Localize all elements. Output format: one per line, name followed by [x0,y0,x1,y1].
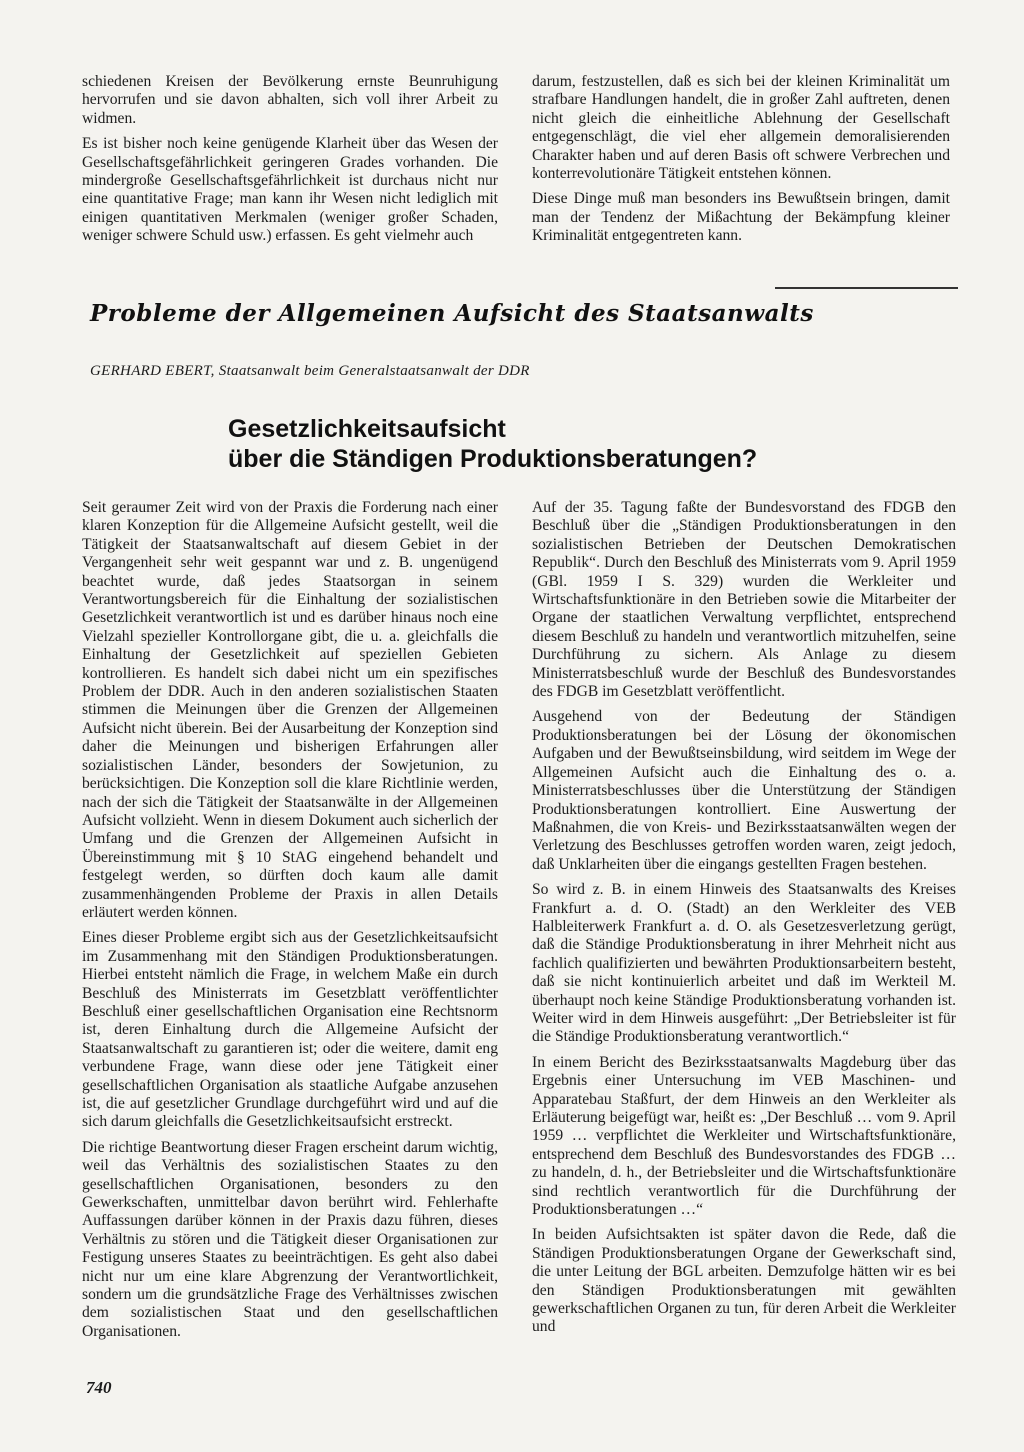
author-line: GERHARD EBERT, Staatsanwalt beim Generalstaatsanwalt der DDR [90,363,530,379]
continued-text-left-column [82,73,498,253]
paragraph: Auf der 35. Tagung faßte der Bundesvorstand des FDGB den Beschluß über die „Ständigen Produktionsberatungen in den sozialistischen Betrieben der Deutschen Demokratischen Republik“. Durch den Beschluß des Ministerrats vom 9. April 1959 (GBl. 1959 I S. 329) wurden die Werkleiter und Wirtschaftsfunktionäre in den Betrieben sowie die Mitarbeiter der Organe der staatlichen Verwaltung verpflichtet, entsprechend diesem Beschluß zu handeln und verantwortlich mitzuhelfen, seine Durchführung zu sichern. Als Anlage zu diesem Ministerratsbeschluß wurde der Beschluß des Bundesvorstandes des FDGB im Gesetzblatt veröffentlicht. [532,499,956,701]
page-number: 740 [86,1378,112,1397]
headline-line-1: Gesetzlichkeitsaufsicht [228,415,506,443]
paragraph: Seit geraumer Zeit wird von der Praxis die Forderung nach einer klaren Konzeption für die Allgemeine Aufsicht gestellt, weil die Tätigkeit der Staatsanwaltschaft auf diesem Gebiet in der Vergangenheit sehr weit gespannt war und z. B. ungenügend beachtet wurde, daß jedes Staatsorgan in seinem Verantwortungsbereich für die Einhaltung der sozialistischen Gesetzlichkeit verantwortlich ist und es darüber hinaus noch eine Vielzahl spezieller Kontrollorgane gibt, die u. a. gleichfalls die Einhaltung der Gesetzlichkeit auf speziellen Gebieten kontrollieren. Es handelt sich dabei nicht um ein spezifisches Problem der DDR. Auch in den anderen sozialistischen Staaten stimmen die Meinungen über die Grenzen der Allgemeinen Aufsicht nicht überein. Bei der Ausarbeitung der Konzeption sind daher die Meinungen und bisherigen Erfahrungen aller sozialistischen Länder, besonders der Sowjetunion, zu berücksichtigen. Die Konzeption soll die klare Richtlinie werden, nach der sich die Tätigkeit der Staatsanwälte in der Allgemeinen Aufsicht vollzieht. Wenn in diesem Dokument auch sicherlich der Umfang und die Grenzen der Allgemeinen Aufsicht in Übereinstimmung mit § 10 StAG eingehend behandelt und festgelegt werden, so dürften doch kaum alle damit zusammenhängenden Probleme der Praxis in allen Details erläutert werden können. [82,499,498,921]
continued-text-right-column [532,73,950,253]
paragraph: schiedenen Kreisen der Bevölkerung ernste Beunruhigung hervorrufen und sie davon abhalten, sich voll ihrer Arbeit zu widmen. [82,73,498,127]
paragraph: In beiden Aufsichtsakten ist später davon die Rede, daß die Ständigen Produktionsberatungen Organe der Gewerkschaft sind, die unter Leitung der BGL arbeiten. Demzufolge hätten wir es bei den Ständigen Produktionsberatungen mit gewählten gewerkschaftlichen Organen zu tun, für deren Arbeit die Werkleiter und [532,1226,956,1336]
divider-rule [775,287,958,289]
article-right-column [532,499,956,1344]
paragraph: Diese Dinge muß man besonders ins Bewußtsein bringen, damit man der Tendenz der Mißachtung der Bekämpfung kleiner Kriminalität entgegentreten kann. [532,190,950,245]
article-left-column [82,499,498,1348]
paragraph: So wird z. B. in einem Hinweis des Staatsanwalts des Kreises Frankfurt a. d. O. (Stadt) an den Werkleiter des VEB Halbleiterwerk Frankfurt a. d. O. als Gesetzesverletzung gerügt, daß die Ständige Produktionsberatung in ihrer Mehrheit nicht aus fachlich qualifizierten und bewährten Produktionsarbeitern besteht, daß sie nicht kontinuierlich arbeitet und daß im Werkteil M. überhaupt noch keine Ständige Produktionsberatung vorhanden ist. Weiter wird in dem Hinweis ausgeführt: „Der Betriebsleiter ist für die Ständige Produktionsberatung verantwortlich.“ [532,881,956,1046]
paragraph: In einem Bericht des Bezirksstaatsanwalts Magdeburg über das Ergebnis einer Untersuchung im VEB Maschinen- und Apparatebau Staßfurt, der dem Hinweis an den Werkleiter als Erläuterung beigefügt war, heißt es: „Der Beschluß … vom 9. April 1959 … verpflichtet die Werkleiter und Wirtschaftsfunktionäre, entsprechend dem Beschluß des Bundesvorstandes des FDGB … zu handeln, d. h., der Betriebsleiter und die Wirtschaftsfunktionäre sind rechtlich verantwortlich für die Durchführung der Produktionsberatungen …“ [532,1053,956,1219]
article-headline [228,414,868,474]
paragraph: Die richtige Beantwortung dieser Fragen erscheint darum wichtig, weil das Verhältnis des sozialistischen Staates zu den gesellschaftlichen Organisationen, besonders zu den Gewerkschaften, unmittelbar davon berührt wird. Fehlerhafte Auffassungen darüber können in der Praxis dazu führen, dieses Verhältnis zu stören und die Tätigkeit dieser Organisationen zur Festigung unseres Staates zu beeinträchtigen. Es geht also dabei nicht nur um eine klare Abgrenzung der Verantwortlichkeit, sondern um die grundsätzliche Frage des Verhältnisses zwischen dem sozialistischen Staat und den gesellschaftlichen Organisationen. [82,1138,498,1340]
paragraph: darum, festzustellen, daß es sich bei der kleinen Kriminalität um strafbare Handlungen handelt, die in großer Zahl auftreten, denen nicht gleich die einheitliche Ablehnung der Gesellschaft entgegenschlägt, die viel eher allgemein demoralisierenden Charakter haben und auf deren Basis oft schwere Verbrechen und konterrevolutionäre Tätigkeit entstehen können. [532,73,950,183]
headline-line-2: über die Ständigen Produktionsberatungen? [228,445,758,473]
paragraph: Eines dieser Probleme ergibt sich aus der Gesetzlichkeitsaufsicht im Zusammenhang mit den Ständigen Produktionsberatungen. Hierbei entsteht nämlich die Frage, in welchem Maße ein durch Beschluß des Ministerrats im Gesetzblatt veröffentlichter Beschluß einer gesellschaftlichen Organisation eine Rechtsnorm ist, deren Einhaltung durch die Allgemeine Aufsicht der Staatsanwaltschaft zu garantieren ist; oder die weitere, damit eng verbundene Frage, wann diese oder jene Tätigkeit einer gesellschaftlichen Organisation als staatliche Aufgabe anzusehen ist, die auf gesetzlicher Grundlage durchgeführt wird und auf die sich darum gleichfalls die Gesetzlichkeitsaufsicht erstreckt. [82,929,498,1131]
paragraph: Ausgehend von der Bedeutung der Ständigen Produktionsberatungen bei der Lösung der ökonomischen Aufgaben und der Bewußtseinsbildung, wird seitdem im Wege der Allgemeinen Aufsicht auch die Einhaltung des o. a. Ministerratsbeschlusses über die Unterstützung der Ständigen Produktionsberatungen kontrolliert. Eine Auswertung der Maßnahmen, die von Kreis- und Bezirksstaatsanwälten wegen der Verletzung des Beschlusses getroffen worden waren, zeigt jedoch, daß Unklarheiten über die eingangs gestellten Fragen bestehen. [532,708,956,873]
section-title: Probleme der Allgemeinen Aufsicht des Staatsanwalts [90,300,814,327]
paragraph: Es ist bisher noch keine genügende Klarheit über das Wesen der Gesellschaftsgefährlichkeit geringeren Grades vorhanden. Die mindergroße Gesellschaftsgefährlichkeit ist durchaus nicht nur eine quantitative Frage; man kann ihr Wesen nicht lediglich mit einigen quantitativen Merkmalen (weniger großer Schaden, weniger schwere Schuld usw.) erfassen. Es geht vielmehr auch [82,135,498,245]
